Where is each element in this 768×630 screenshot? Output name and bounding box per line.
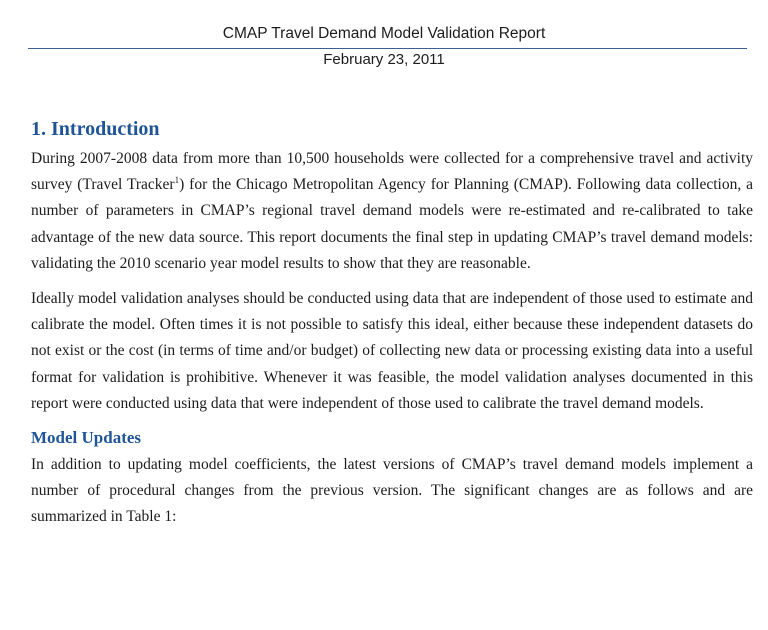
- document-body: [31, 116, 753, 531]
- report-title: CMAP Travel Demand Model Validation Report: [222, 25, 546, 42]
- intro-paragraph-1-text-cont: ) for the Chicago Metropolitan Agency for Planning (CMAP). Following data collection, a number of parameters in CMAP’s regional travel demand models were re-estimated and re-calibrated to take advantage of the new data source. This report documents the final step in updating CMAP’s travel demand models: validating the 2010 scenario year model results to show that they are reasonable.: [31, 176, 753, 272]
- intro-paragraph-1-text: During 2007-2008 data from more than 10,500 households were collected for a comprehensive travel and activity survey (Travel Tracker: [31, 150, 753, 194]
- header-divider: [28, 48, 747, 49]
- section-heading-introduction: 1. Introduction: [31, 118, 160, 140]
- model-updates-paragraph: In addition to updating model coefficients, the latest versions of CMAP’s travel demand models implement a number of procedural changes from the previous version. The significant changes are as follows and are summarized in Table 1:: [31, 456, 753, 526]
- subsection-heading-model-updates: Model Updates: [31, 428, 142, 448]
- footnote-marker[interactable]: 1: [174, 175, 180, 186]
- intro-paragraph-1: [31, 146, 753, 277]
- report-date: February 23, 2011: [323, 51, 445, 68]
- intro-paragraph-2: Ideally model validation analyses should be conducted using data that are independent of those used to estimate and calibrate the model. Often times it is not possible to satisfy this ideal, either because these independent datasets do not exist or the cost (in terms of time and/or budget) of collecting new data or processing existing data into a useful format for validation is prohibitive. Whenever it was feasible, the model validation analyses documented in this report were conducted using data that were independent of those used to calibrate the travel demand models.: [31, 290, 753, 412]
